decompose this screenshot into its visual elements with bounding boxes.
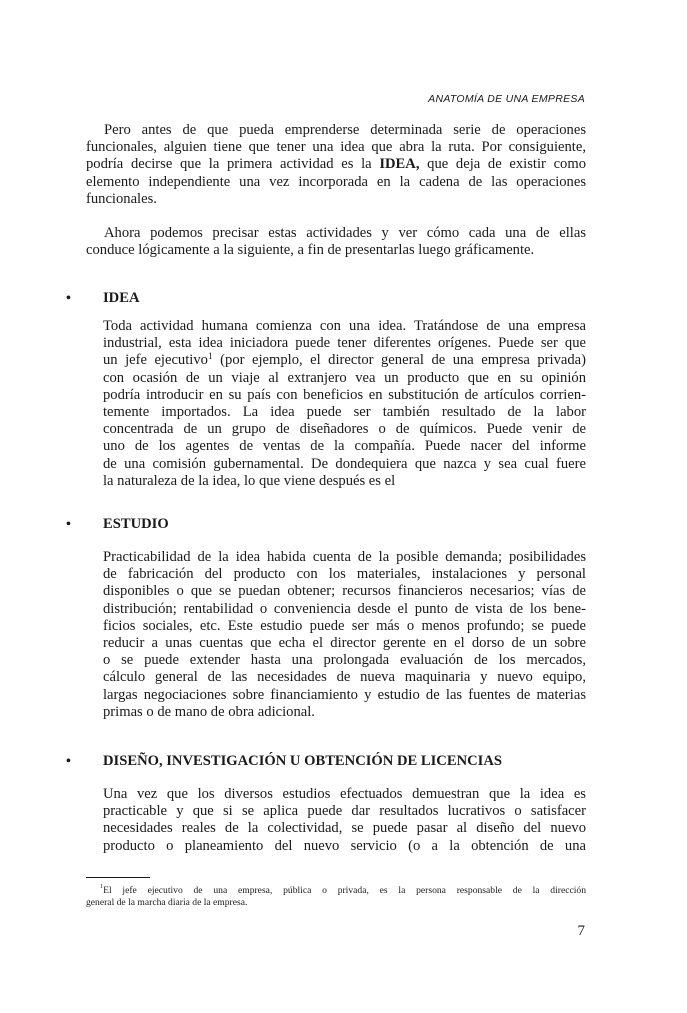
text-line: un jefe ejecutivo$^1$ (por ejemplo, el director general de una empresa privada) xyxy=(103,352,586,369)
footnote-divider xyxy=(86,877,150,878)
text-line: de una comisión gubernamental. De dondequiera que nazca y sea cual fuere xyxy=(103,455,586,472)
text-line: industrial, esta idea iniciadora puede tener diferentes orígenes. Puede ser que xyxy=(103,335,586,352)
text-line: Pero antes de que pueda emprenderse determinada serie de operaciones xyxy=(104,122,586,138)
text-line: disponibles o que se puedan obtener; recursos financieros necesarios; vías de xyxy=(103,583,586,600)
text-line: uno de los agentes de ventas de la compañía. Puede nacer del informe xyxy=(103,438,586,455)
text-line: de fabricación del producto con los materiales, instalaciones y personal xyxy=(103,566,586,583)
section-body-estudio xyxy=(103,549,586,721)
text-line: ficios sociales, etc. Este estudio puede ser más o menos profundo; se puede xyxy=(103,617,586,634)
text-line: podría introducir en su país con beneficios en substitución de artículos corrien- xyxy=(103,386,586,403)
text-line: producto o planeamiento del nuevo servicio (o a la obtención de una xyxy=(103,837,586,854)
text-line: Ahora podemos precisar estas actividades y ver cómo cada una de ellas xyxy=(104,225,586,241)
text-line: primas o de mano de obra adicional. xyxy=(103,703,315,720)
text-line: Toda actividad humana comienza con una idea. Tratándose de una empresa xyxy=(103,318,586,334)
section-title: ESTUDIO xyxy=(103,516,169,532)
footnote-line: $^1$El jefe ejecutivo de una empresa, pública o privada, es la persona responsable de la dirección xyxy=(100,883,586,896)
footnote-line: general de la marcha diaria de la empresa. xyxy=(86,897,248,908)
text-line: practicable y que si se aplica puede dar resultados lucrativos o satisfacer xyxy=(103,803,586,820)
section-heading-estudio xyxy=(66,516,169,533)
text-line: reducir a unas cuentas que echa el director gerente en el dorso de un sobre xyxy=(103,635,586,652)
section-heading-diseno xyxy=(66,753,502,770)
text-line: funcionales, alguien tiene que tener una idea que abra la ruta. Por consiguiente, xyxy=(86,139,586,156)
section-body-idea xyxy=(103,318,586,490)
text-line: temente importados. La idea puede ser también resultado de la labor xyxy=(103,404,586,421)
page-number: 7 xyxy=(577,923,585,939)
text-line: Practicabilidad de la idea habida cuenta de la posible demanda; posibilidades xyxy=(103,549,586,565)
footnote-marker: 1 xyxy=(207,352,213,363)
intro-paragraph-1 xyxy=(86,122,586,208)
text-line: o se puede extender hasta una prolongada evaluación de los mercados, xyxy=(103,652,586,669)
section-body-diseno xyxy=(103,786,586,855)
section-title: DISEÑO, INVESTIGACIÓN U OBTENCIÓN DE LICENCIAS xyxy=(103,753,502,769)
idea-emphasis: IDEA, xyxy=(379,156,420,173)
intro-paragraph-2 xyxy=(86,225,586,259)
footnote xyxy=(86,885,586,909)
text-line: concentrada de un grupo de diseñadores o de químicos. Puede venir de xyxy=(103,421,586,438)
text-line: podría decirse que la primera actividad es la IDEA, que deja de existir como xyxy=(86,156,586,173)
bullet-icon: • xyxy=(66,291,71,306)
running-head: ANATOMÍA DE UNA EMPRESA xyxy=(428,93,585,105)
bullet-icon: • xyxy=(66,517,71,532)
footnote-number: 1 xyxy=(100,883,104,890)
section-heading-idea xyxy=(66,290,140,307)
text-line: la naturaleza de la idea, lo que viene después es el xyxy=(103,472,396,489)
bullet-icon: • xyxy=(66,754,71,769)
text-line: funcionales. xyxy=(86,190,157,207)
text-line: con ocasión de un viaje al extranjero vea un producto que en su opinión xyxy=(103,369,586,386)
text-line: distribución; rentabilidad o conveniencia desde el punto de vista de los bene- xyxy=(103,600,586,617)
text-line: largas negociaciones sobre financiamiento y estudio de las fuentes de materias xyxy=(103,686,586,703)
text-line: cálculo general de las necesidades de nueva maquinaria y nuevo equipo, xyxy=(103,669,586,686)
section-title: IDEA xyxy=(103,290,140,306)
text-line: conduce lógicamente a la siguiente, a fin de presentarlas luego gráficamente. xyxy=(86,242,535,259)
text-line: elemento independiente una vez incorporada en la cadena de las operaciones xyxy=(86,173,586,190)
text-line: Una vez que los diversos estudios efectuados demuestran que la idea es xyxy=(103,786,586,802)
text-line: necesidades reales de la colectividad, se puede pasar al diseño del nuevo xyxy=(103,820,586,837)
